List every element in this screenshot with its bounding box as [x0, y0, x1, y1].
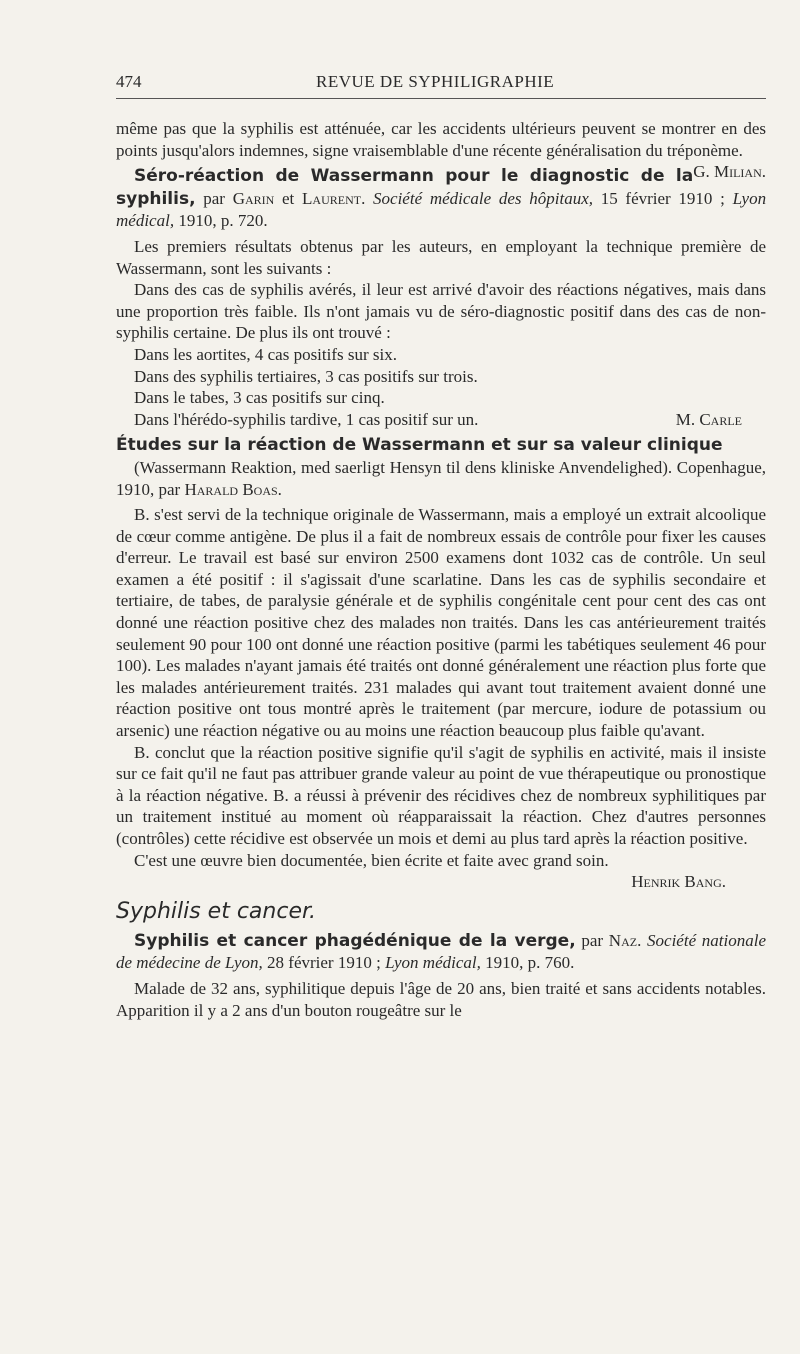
paragraph: B. s'est servi de la technique originale de Wassermann, mais a employé un extrait alcoolique de cœur comme antigène. De plus il a fait de nombreux essais de contrôle pour fixer les causes d'erreur. Le travail est basé sur environ 2500 examens dont 1032 cas de contrôle. Un seul examen a été positif : il s'agissait d'une scarlatine. Dans les cas de syphilis secondaire et tertiaire, de tabes, de paralysie générale et de syphilis congénitale cent pour cent des cas ont donné une réaction positive chez des malades non traités. Dans les cas antérieurement traités seulement 90 pour 100 ont donné une réaction positive (parmi les tabétiques seulement 46 pour 100). Les malades n'ayant jamais été traités ont donné généralement une réaction plus forte que les malades antérieurement traités. 231 malades qui avant tout traitement avaient donné une réaction positive ont tous montré après le traitement (par mercure, iodure de potassium ou arsenic) une réaction négative ou au moins une réaction beaucoup plus faible qu'avant. — [116, 505, 766, 741]
list-item — [116, 409, 766, 431]
date: 28 février 1910 ; — [267, 953, 381, 973]
article-heading: Séro-réaction de Wassermann pour le diagnostic de la syphilis, par Garin et Laurent. Société médicale des hôpitaux, 15 février 1910 ; Lyon médical, 1910, p. 720. — [116, 166, 767, 231]
source: Société nationale de médecine de Lyon, — [116, 930, 767, 973]
list-item-text: Dans l'hérédo-syphilis tardive, 1 cas positif sur un. — [134, 409, 479, 429]
page-number: 474 — [116, 72, 142, 91]
list-item: Dans le tabes, 3 cas positifs sur cinq. — [134, 388, 385, 408]
signature — [116, 871, 766, 893]
text-column — [116, 118, 766, 1021]
signature-text: Henrik Bang. — [631, 872, 726, 892]
journal-title: REVUE DE SYPHILIGRAPHIE — [316, 72, 555, 91]
reference-tail: 1910, p. 760. — [485, 953, 575, 973]
paragraph: Malade de 32 ans, syphilitique depuis l'âge de 20 ans, bien traité et sans accidents notables. Apparition il y a 2 ans d'un bouton rougeâtre sur le — [116, 978, 766, 1020]
paragraph-text: même pas que la syphilis est atténuée, car les accidents ultérieurs peuvent se montrer en des points jusqu'alors indemnes, signe vraisemblable d'une récente généralisation du tréponème. — [116, 119, 766, 160]
paragraph: C'est une œuvre bien documentée, bien écrite et faite avec grand soin. — [134, 850, 609, 870]
paragraph: Dans des cas de syphilis avérés, il leur est arrivé d'avoir des réactions négatives, mais dans une proportion très faible. Ils n'ont jamais vu de séro-diagnostic positif dans des cas de non-syphilis certaine. De plus ils ont trouvé : — [116, 280, 766, 343]
paragraph: Les premiers résultats obtenus par les auteurs, en employant la technique première de Wassermann, sont les suivants : — [116, 236, 766, 278]
signature: M. Carle — [675, 409, 742, 429]
signature: G. Milian. — [693, 162, 766, 182]
source: Lyon médical, — [385, 953, 481, 973]
conjunction: et — [282, 188, 295, 208]
article-subtitle — [116, 457, 766, 500]
article-heading — [116, 434, 766, 457]
reference-tail: 1910, p. 720. — [178, 211, 268, 231]
article-title: Études sur la réaction de Wassermann et sur sa valeur clinique — [116, 435, 723, 456]
author: Garin — [232, 188, 275, 208]
source: Société médicale des hôpitaux, — [373, 188, 593, 208]
results-list — [116, 344, 766, 430]
article-title: Séro-réaction de Wassermann pour le diagnostic de la syphilis, — [116, 166, 694, 209]
list-item: Dans les aortites, 4 cas positifs sur six. — [134, 344, 397, 364]
article-title: Syphilis et cancer phagédénique de la verge, — [134, 930, 576, 951]
author: Harald Boas. — [184, 479, 282, 499]
author: Naz. — [608, 930, 642, 950]
subtitle-text: (Wassermann Reaktion, med saerligt Hensyn til dens kliniske Anvendelighed). Copenhague, 1910, par — [116, 457, 766, 499]
list-item: Dans des syphilis tertiaires, 3 cas positifs sur trois. — [134, 366, 478, 386]
article-heading — [116, 930, 766, 974]
author: Laurent — [302, 188, 362, 208]
by-label: par — [203, 188, 225, 208]
source: Lyon médical, — [116, 188, 767, 231]
by-label: par — [581, 930, 604, 950]
continued-paragraph — [116, 118, 766, 182]
running-header — [116, 70, 766, 99]
date: 15 février 1910 ; — [600, 188, 725, 208]
section-title: Syphilis et cancer. — [116, 898, 317, 924]
paragraph: B. conclut que la réaction positive signifie qu'il s'agit de syphilis en activité, mais il insiste sur ce fait qu'il ne faut pas attribuer grande valeur au point de vue thérapeutique ou pronostique à la réaction négative. B. a réussi à prévenir des récidives chez de nombreux syphilitiques par un traitement institué au moment où réapparaissait la réaction. Chez d'autres personnes (contrôles) cette récidive est observée un mois et demi au plus tard après la réaction positive. — [116, 742, 766, 848]
